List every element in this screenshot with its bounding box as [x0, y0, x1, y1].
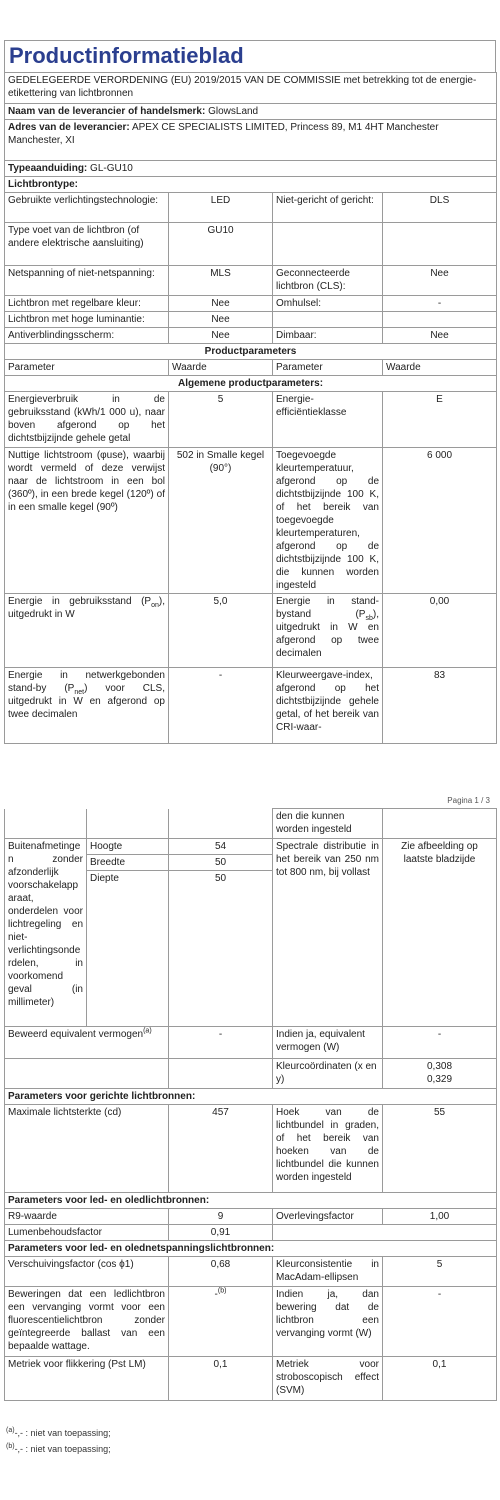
- cell-stroboscopic-label: Metriek voor stroboscopisch effect (SVM): [273, 1357, 383, 1401]
- cell-empty: [5, 809, 87, 839]
- cell-energy-consumption-value: 5: [169, 392, 273, 448]
- equivalent-label: Beweerd equivalent vermogen: [8, 1029, 144, 1040]
- cell-replacement-watt-label: Indien ja, dan bewering dat de lichtbron een vervanging vormt (W): [273, 1287, 383, 1357]
- address-label: Adres van de leverancier:: [8, 122, 130, 133]
- p-on-label-b: ), uitgedrukt in W: [8, 596, 165, 620]
- cell-on-mode-power-value: 5,0: [169, 594, 273, 668]
- cell-envelope-value: -: [383, 296, 497, 312]
- cell-dimension-names: [87, 839, 169, 1027]
- cell-networked-standby-label: [5, 668, 169, 744]
- cell-dimensions-label: Buitenafmetingen zonder afzonderlijk voorschakelapparaat, onderdelen voor lichtregeling en niet-verlichtingsonderdelen, in voorkomend geval (in millimeter): [5, 839, 87, 1027]
- footnote-a-mark: (a): [6, 1427, 15, 1434]
- cell-beam-angle-label: Hoek van de lichtbundel in graden, of het bereik van hoeken van de lichtbundel die kunnen worden ingesteld: [273, 1105, 383, 1193]
- cell-empty: [273, 1225, 497, 1241]
- p-net-label-a: Energie in netwerkgebonden stand-by (P: [8, 670, 165, 694]
- cell-equivalent-watt-label: Indien ja, equivalent vermogen (W): [273, 1027, 383, 1059]
- cell-peak-intensity-value: 457: [169, 1105, 273, 1193]
- equivalent-sup: (a): [143, 1027, 152, 1035]
- cell-empty: [383, 809, 497, 839]
- cell-chromaticity-value: [383, 1059, 497, 1089]
- cell-directional-label: Niet-gericht of gericht:: [273, 193, 383, 223]
- replacement-claim-sup: (b): [217, 1287, 227, 1295]
- supplier-row: [5, 104, 497, 120]
- address-row: [5, 120, 497, 161]
- cell-cls-label: Geconnecteerde lichtbron (CLS):: [273, 266, 383, 296]
- sheet-table-page1: [4, 72, 497, 744]
- p-sb-subscript: sb: [365, 615, 373, 622]
- cell-dimmable-value: Nee: [383, 328, 497, 344]
- product-params-header: Productparameters: [5, 344, 497, 360]
- cell-empty: [273, 223, 383, 266]
- cell-displacement-factor-label: Verschuivingsfactor (cos ϕ1): [5, 1257, 169, 1287]
- cell-lumen-maintenance-value: 0,91: [169, 1225, 273, 1241]
- cell-tunable-value: Nee: [169, 296, 273, 312]
- page-title: Productinformatieblad: [4, 40, 496, 72]
- cell-replacement-watt-value: -: [383, 1287, 497, 1357]
- cell-cri-label-continued: den die kunnen worden ingesteld: [273, 809, 383, 839]
- dimension-width-value: 50: [169, 855, 272, 871]
- cell-colour-consistency-label: Kleurconsistentie in MacAdam-ellipsen: [273, 1257, 383, 1287]
- cell-efficiency-class-value: E: [383, 392, 497, 448]
- cell-networked-standby-value: -: [169, 668, 273, 744]
- replacement-claim-value: -: [214, 1289, 218, 1300]
- cell-cri-label: Kleurweergave-index, afgerond op het dichtstbijzijnde gehele getal, of het bereik van CRI-waar-: [273, 668, 383, 744]
- cell-mains-value: MLS: [169, 266, 273, 296]
- cell-mains-label: Netspanning of niet-netspanning:: [5, 266, 169, 296]
- p-on-label-a: Energie in gebruiksstand (P: [8, 596, 152, 607]
- address-value: APEX CE SPECIALISTS LIMITED, Princess 89, M1 4HT Manchester Manchester, XI: [8, 122, 439, 146]
- cell-spectral-value: Zie afbeelding op laatste bladzijde: [383, 839, 497, 1027]
- cell-peak-intensity-label: Maximale lichtsterkte (cd): [5, 1105, 169, 1193]
- cell-stroboscopic-value: 0,1: [383, 1357, 497, 1401]
- cell-cri-value: 83: [383, 668, 497, 744]
- cell-efficiency-class-label: Energie-efficiëntieklasse: [273, 392, 383, 448]
- supplier-value: GlowsLand: [208, 106, 259, 117]
- cell-equivalent-watt-value: -: [383, 1027, 497, 1059]
- cell-colour-temperature-label: Toegevoegde kleurtemperatuur, afgerond op de dichtstbijzijnde 100 K, of het bereik van toegevoegde kleurtemperaturen, afgerond op de dichtstbijzijnde 100 K, die kunnen worden ingesteld: [273, 448, 383, 594]
- model-label: Typeaanduiding:: [8, 163, 88, 174]
- dimension-width-label: Breedte: [87, 855, 168, 871]
- cell-empty: [5, 1059, 169, 1089]
- p-on-subscript: on: [151, 602, 159, 609]
- led-params-header: Parameters voor led- en oledlichtbronnen:: [5, 1193, 497, 1209]
- cell-anti-glare-label: Antiverblindingsscherm:: [5, 328, 169, 344]
- p-sb-label-a: Energie in stand-bystand (P: [276, 596, 379, 620]
- sheet-table-page2: [4, 808, 497, 1401]
- cell-empty: [169, 809, 273, 839]
- general-params-header: Algemene productparameters:: [5, 376, 497, 392]
- cell-colour-temperature-value: 6 000: [383, 448, 497, 594]
- cell-envelope-label: Omhulsel:: [273, 296, 383, 312]
- cell-survival-value: 1,00: [383, 1209, 497, 1225]
- supplier-label: Naam van de leverancier of handelsmerk:: [8, 106, 206, 117]
- cell-replacement-claim-value: [169, 1287, 273, 1357]
- cell-directional-value: DLS: [383, 193, 497, 223]
- model-row: [5, 161, 497, 177]
- cell-r9-value: 9: [169, 1209, 273, 1225]
- dimension-depth-value: 50: [214, 873, 227, 884]
- regulation-text: GEDELEGEERDE VERORDENING (EU) 2019/2015 VAN DE COMMISSIE met betrekking tot de energie-etikettering van lichtbronnen: [5, 73, 497, 104]
- cell-empty: [273, 312, 383, 328]
- cell-tunable-label: Lichtbron met regelbare kleur:: [5, 296, 169, 312]
- cell-survival-label: Overlevingsfactor: [273, 1209, 383, 1225]
- chromaticity-y: 0,329: [426, 1074, 453, 1085]
- chromaticity-x: 0,308: [426, 1061, 453, 1072]
- cell-luminous-flux-value: 502 in Smalle kegel (90°): [169, 448, 273, 594]
- cell-cap-type-label: Type voet van de lichtbron (of andere elektrische aansluiting): [5, 223, 169, 266]
- p-net-subscript: net: [74, 689, 85, 696]
- light-source-type-header: Lichtbrontype:: [5, 177, 497, 193]
- led-mains-header: Parameters voor led- en olednetspanningslichtbronnen:: [5, 1241, 497, 1257]
- cell-technology-value: LED: [169, 193, 273, 223]
- p-net-label-b: ) voor CLS, uitgedrukt in W en afgerond op twee decimalen: [8, 683, 165, 720]
- dimension-height-value: 54: [169, 839, 272, 855]
- cell-energy-consumption-label: Energieverbruik in de gebruiksstand (kWh/1 000 u), naar boven afgerond op het dichtstbijzijnde gehele getal: [5, 392, 169, 448]
- cell-flicker-label: Metriek voor flikkering (Pst LM): [5, 1357, 169, 1401]
- col-header-value: Waarde: [169, 360, 273, 376]
- cell-r9-label: R9-waarde: [5, 1209, 169, 1225]
- p-sb-label-b: ), uitgedrukt in W en afgerond op twee decimalen: [276, 609, 379, 659]
- cell-replacement-claim-label: Beweringen dat een ledlichtbron een vervanging vormt voor een fluorescentielichtbron zonder geïntegreerde ballast van een bepaalde wattage.: [5, 1287, 169, 1357]
- cell-empty: [87, 809, 169, 839]
- dimension-height-label: Hoogte: [87, 839, 168, 855]
- cell-empty: [383, 223, 497, 266]
- page-number: Pagina 1 / 3: [447, 796, 490, 805]
- model-value: GL-GU10: [90, 163, 133, 174]
- footnote-b-mark: (b): [6, 1443, 15, 1450]
- cell-anti-glare-value: Nee: [169, 328, 273, 344]
- cell-luminous-flux-label: Nuttige lichtstroom (φuse), waarbij wordt vermeld of deze verwijst naar de lichtstroom in een bol (360º), in een brede kegel (120º) of in een smalle kegel (90º): [5, 448, 169, 594]
- cell-dimension-values: [169, 839, 273, 1027]
- cell-high-luminance-label: Lichtbron met hoge luminantie:: [5, 312, 169, 328]
- cell-chromaticity-label: Kleurcoördinaten (x en y): [273, 1059, 383, 1089]
- cell-displacement-factor-value: 0,68: [169, 1257, 273, 1287]
- directional-header: Parameters voor gerichte lichtbronnen:: [5, 1089, 497, 1105]
- cell-spectral-label: Spectrale distributie in het bereik van 250 nm tot 800 nm, bij vollast: [273, 839, 383, 1027]
- cell-empty: [169, 1059, 273, 1089]
- col-header-parameter: Parameter: [273, 360, 383, 376]
- cell-high-luminance-value: Nee: [169, 312, 273, 328]
- cell-lumen-maintenance-label: Lumenbehoudsfactor: [5, 1225, 169, 1241]
- cell-colour-consistency-value: 5: [383, 1257, 497, 1287]
- cell-technology-label: Gebruikte verlichtingstechnologie:: [5, 193, 169, 223]
- cell-cls-value: Nee: [383, 266, 497, 296]
- cell-equivalent-power-value: -: [169, 1027, 273, 1059]
- footnote-a-text: -,- : niet van toepassing;: [14, 1428, 111, 1438]
- cell-on-mode-power-label: [5, 594, 169, 668]
- cell-standby-power-label: [273, 594, 383, 668]
- cell-flicker-value: 0,1: [169, 1357, 273, 1401]
- footnote-b: [6, 1444, 111, 1454]
- cell-cap-type-value: GU10: [169, 223, 273, 266]
- cell-dimmable-label: Dimbaar:: [273, 328, 383, 344]
- footnote-b-text: -,- : niet van toepassing;: [14, 1444, 111, 1454]
- cell-empty: [383, 312, 497, 328]
- col-header-value: Waarde: [383, 360, 497, 376]
- col-header-parameter: Parameter: [5, 360, 169, 376]
- dimension-depth-label: Diepte: [90, 873, 119, 884]
- cell-beam-angle-value: 55: [383, 1105, 497, 1193]
- cell-equivalent-power-label: [5, 1027, 169, 1059]
- cell-standby-power-value: 0,00: [383, 594, 497, 668]
- footnote-a: [6, 1428, 111, 1438]
